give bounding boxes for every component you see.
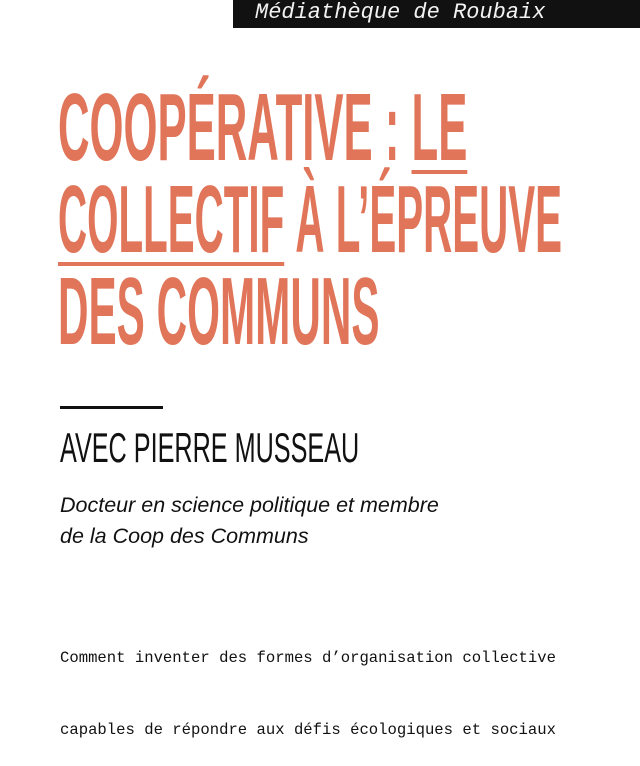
- description-line: Comment inventer des formes d’organisation collective: [60, 649, 556, 667]
- title-text: À L’ÉPREUVE: [284, 166, 563, 273]
- title-text: COOPÉRATIVE :: [58, 74, 412, 181]
- description-line: capables de répondre aux défis écologiques et sociaux: [60, 721, 556, 739]
- divider: [60, 406, 163, 409]
- title-line-1: [58, 74, 468, 181]
- speaker-name: AVEC PIERRE MUSSEAU: [60, 424, 360, 471]
- description: [60, 598, 556, 766]
- speaker-role-line: Docteur en science politique et membre: [60, 493, 439, 517]
- title-line-2: [58, 166, 563, 273]
- title-underlined-text: COLLECTIF: [58, 166, 285, 273]
- title-underlined-text: LE: [411, 74, 468, 181]
- speaker-role: [60, 490, 439, 552]
- title-line-3: DES COMMUNS: [58, 258, 380, 365]
- speaker-role-line: de la Coop des Communs: [60, 524, 309, 548]
- venue-banner: Médiathèque de Roubaix: [233, 0, 640, 28]
